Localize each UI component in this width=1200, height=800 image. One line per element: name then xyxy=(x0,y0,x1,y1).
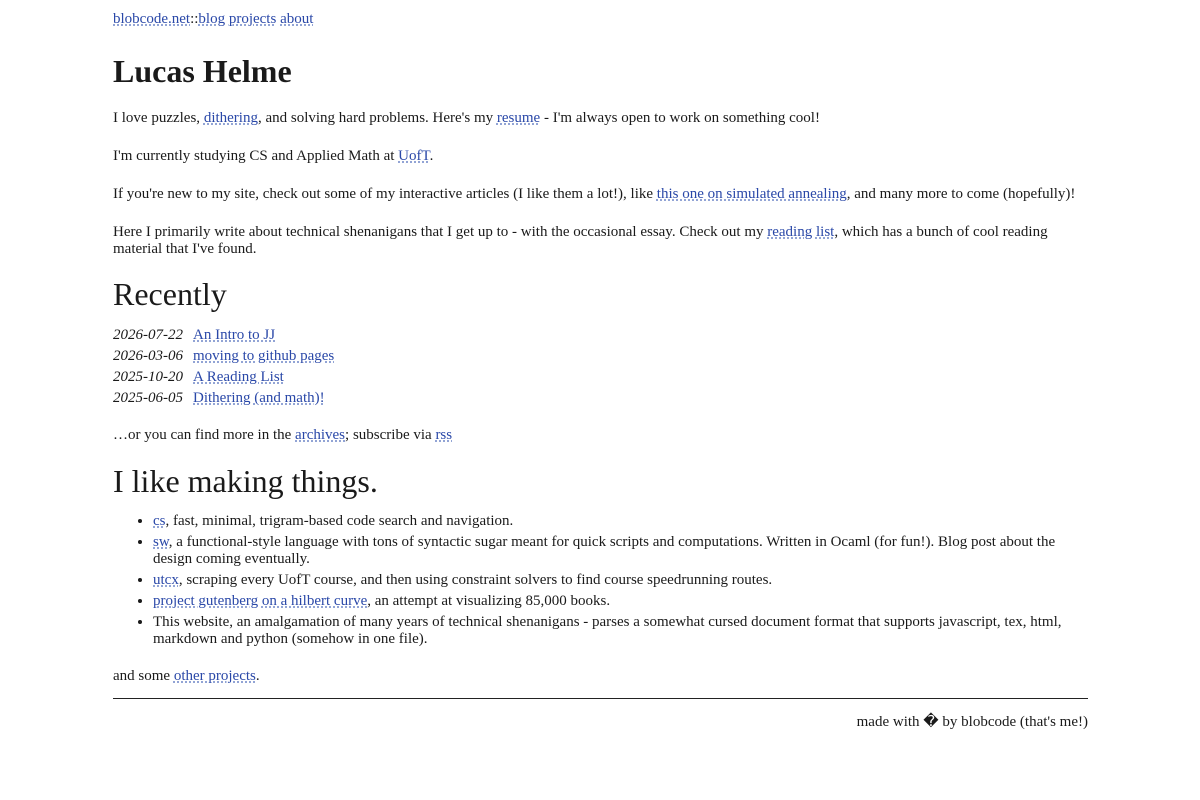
nav-link-about[interactable]: about xyxy=(280,11,314,27)
resume-link[interactable]: resume xyxy=(496,110,541,126)
list-item: • utcx, scraping every UofT course, and then using constraint solvers to find course speedrunning routes. xyxy=(153,572,1088,589)
project-link-cs[interactable]: cs xyxy=(153,513,166,529)
archives-link[interactable]: archives xyxy=(295,427,346,443)
post-link[interactable]: An Intro to JJ xyxy=(193,327,276,343)
rss-link[interactable]: rss xyxy=(435,427,453,443)
list-item: • sw, a functional-style language with tons of syntactic sugar meant for quick scripts and computations. Written in Ocaml (for fun!). Blog post about the design coming eventually. xyxy=(153,534,1088,568)
list-item xyxy=(113,390,334,411)
list-item xyxy=(113,369,334,390)
list-item xyxy=(113,327,334,348)
footer xyxy=(857,714,1088,731)
list-item: • cs, fast, minimal, trigram-based code search and navigation. xyxy=(153,513,1088,530)
list-item xyxy=(113,348,334,369)
projects-list xyxy=(113,513,1088,652)
intro-paragraph-4: Here I primarily write about technical shenanigans that I get up to - with the occasional essay. Check out my reading list, which has a bunch of cool reading material that I've found. xyxy=(113,224,1048,257)
post-link[interactable]: A Reading List xyxy=(193,369,284,385)
intro-paragraph-2: I'm currently studying CS and Applied Math at UofT. xyxy=(113,148,434,164)
nav-separator: :: xyxy=(190,11,199,27)
projects-heading: I like making things. xyxy=(113,463,378,499)
intro-paragraph-3: If you're new to my site, check out some of my interactive articles (I like them a lot!), like this one on simulated annealing, and many more to come (hopefully)! xyxy=(113,186,1076,202)
nav-link-projects[interactable]: projects xyxy=(228,11,277,27)
reading-list-link[interactable]: reading list xyxy=(767,224,835,240)
post-date: 2025-10-20 xyxy=(113,369,183,385)
project-link-utcx[interactable]: utcx xyxy=(153,572,179,588)
footer-text: made with � by blobcode (that's me!) xyxy=(856,714,1088,730)
project-link-gutenberg[interactable]: project gutenberg on a hilbert curve xyxy=(153,593,368,609)
post-date: 2025-06-05 xyxy=(113,390,183,406)
post-link[interactable]: moving to github pages xyxy=(193,348,335,364)
site-home-link[interactable]: blobcode.net xyxy=(113,11,191,27)
recent-heading: Recently xyxy=(113,276,227,312)
other-projects-link[interactable]: other projects xyxy=(173,668,256,684)
list-item: • project gutenberg on a hilbert curve, an attempt at visualizing 85,000 books. xyxy=(153,593,1088,610)
other-projects-line: and some other projects. xyxy=(113,668,260,684)
nav-link-blog[interactable]: blog xyxy=(198,11,226,27)
footer-divider xyxy=(113,698,1088,699)
post-date: 2026-03-06 xyxy=(113,348,183,364)
post-date: 2026-07-22 xyxy=(113,327,183,343)
intro-paragraph-1: I love puzzles, dithering, and solving hard problems. Here's my resume - I'm always open to work on something cool! xyxy=(113,110,820,126)
dithering-link[interactable]: dithering xyxy=(203,110,258,126)
list-item: • This website, an amalgamation of many years of technical shenanigans - parses a somewhat cursed document format that supports javascript, tex, html, markdown and python (somehow in one file). xyxy=(153,614,1088,648)
top-nav xyxy=(113,0,1088,31)
project-link-sw[interactable]: sw xyxy=(153,534,169,550)
recent-posts-list xyxy=(113,327,334,411)
uoft-link[interactable]: UofT xyxy=(398,148,430,164)
archives-line: …or you can find more in the archives; subscribe via rss xyxy=(113,427,453,443)
post-link[interactable]: Dithering (and math)! xyxy=(193,390,325,406)
page-title: Lucas Helme xyxy=(113,53,292,89)
annealing-article-link[interactable]: this one on simulated annealing xyxy=(656,186,847,202)
